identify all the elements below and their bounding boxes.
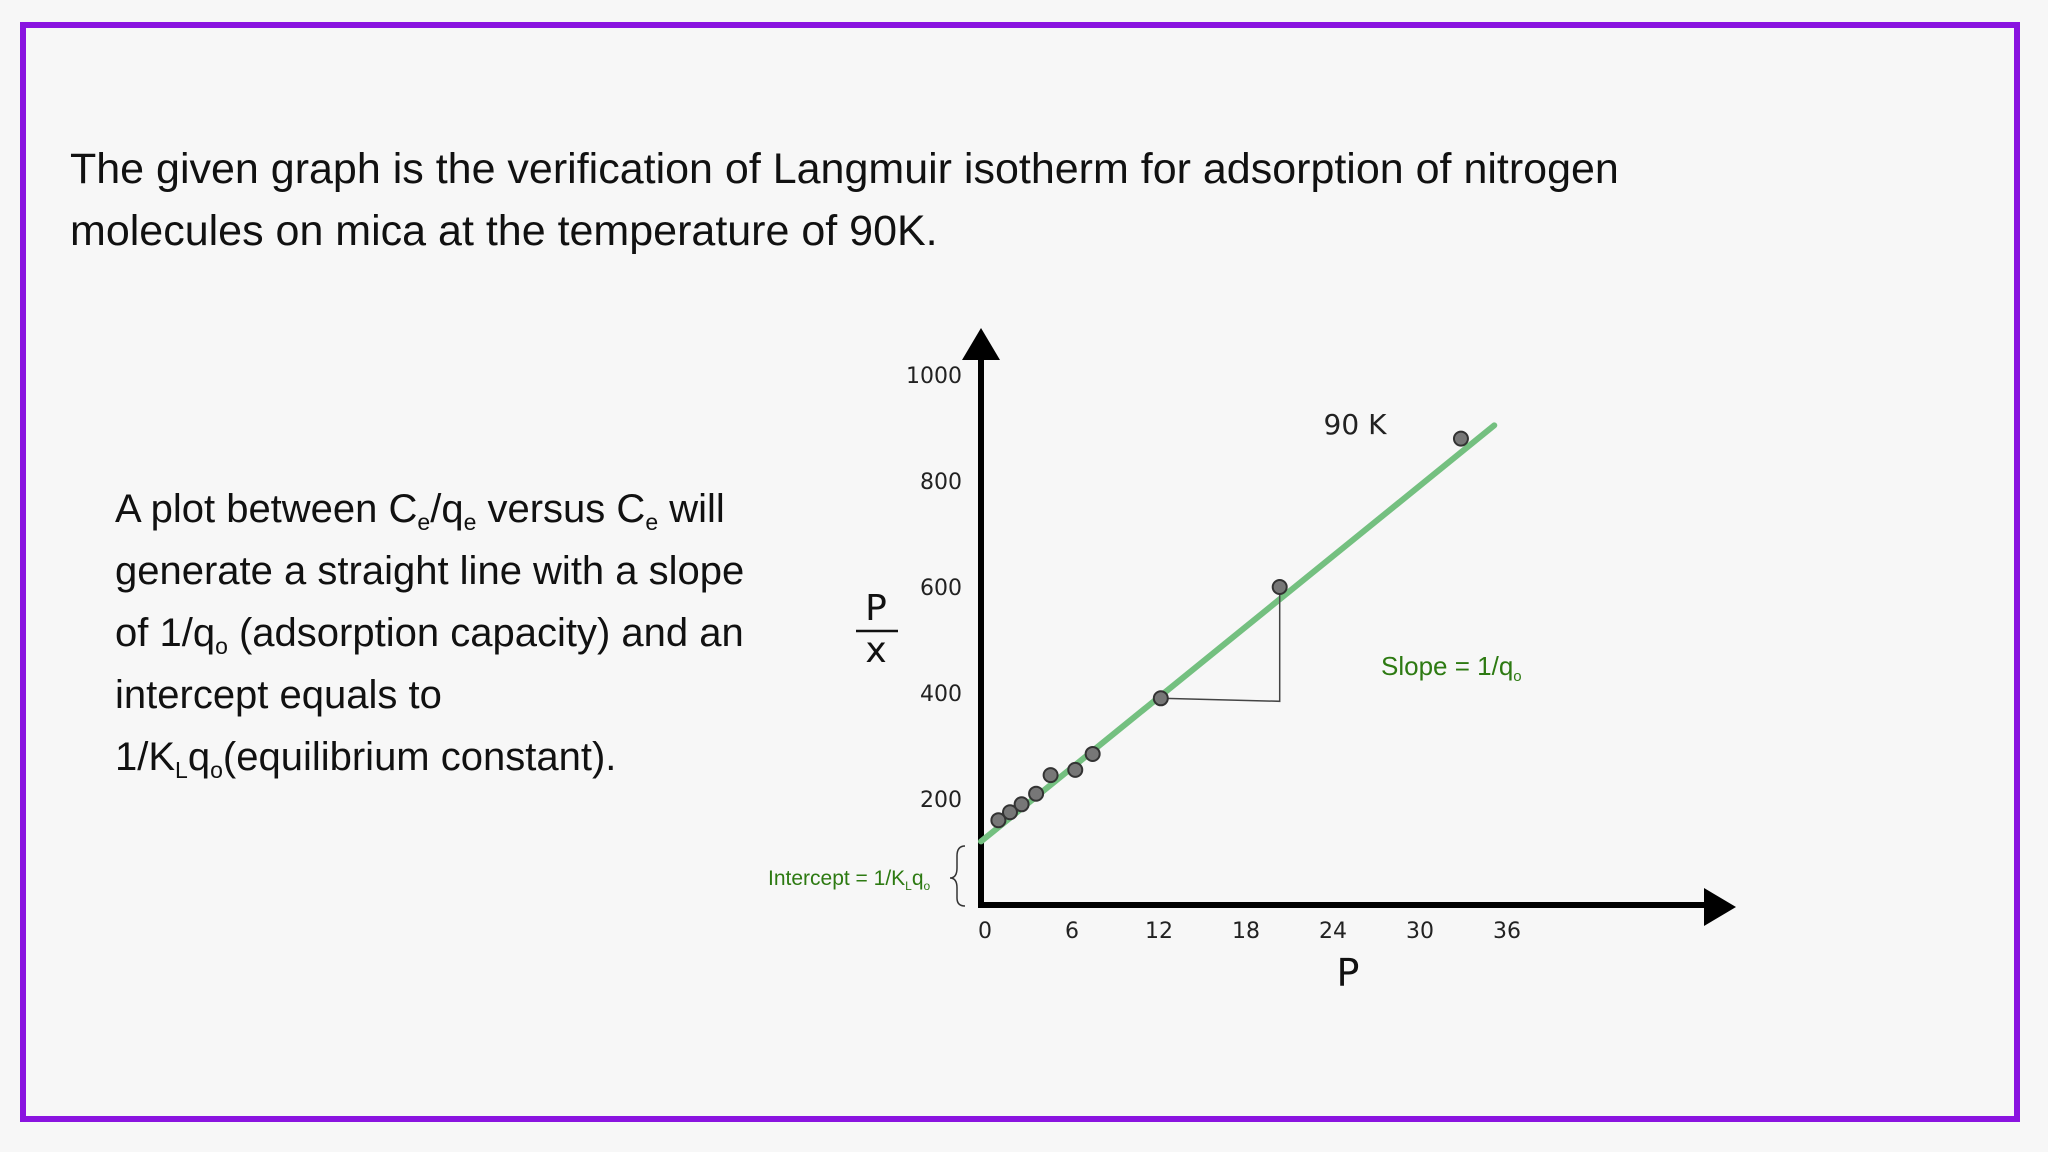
desc-text-part: (equilibrium constant). (222, 735, 617, 779)
x-tick-labels (978, 919, 1521, 944)
heading-line-1: The given graph is the verification of Langmuir isotherm for adsorption of nitrogen (70, 145, 1619, 193)
x-tick-label: 6 (1065, 919, 1079, 944)
data-point (1273, 580, 1287, 594)
desc-subscript: o (215, 633, 228, 659)
x-tick-label: 24 (1319, 919, 1347, 944)
x-tick-label: 0 (978, 919, 992, 944)
desc-subscript: e (463, 509, 477, 535)
slope-annotation: Slope = $1/q_o$ (1381, 651, 1522, 685)
y-axis-label-numerator: P (865, 588, 887, 629)
x-axis-label: P (1336, 951, 1360, 995)
y-tick-label: 800 (920, 470, 962, 495)
y-tick-label: 400 (920, 682, 962, 707)
desc-text-part: q (187, 735, 211, 779)
y-tick-labels (906, 364, 962, 813)
y-axis-arrow (962, 328, 1000, 360)
y-tick-label: 1000 (906, 364, 962, 389)
desc-text-part: (adsorption capacity) and an intercept equals to 1/K (115, 611, 744, 779)
x-tick-label: 36 (1493, 919, 1521, 944)
heading-line-2: molecules on mica at the temperature of 90K. (70, 207, 938, 255)
y-axis-label-denominator: x (865, 630, 887, 671)
x-tick-label: 30 (1406, 919, 1434, 944)
data-point (1015, 797, 1029, 811)
x-tick-label: 18 (1232, 919, 1260, 944)
desc-subscript: e (645, 509, 659, 535)
data-point (1044, 768, 1058, 782)
data-point (1086, 747, 1100, 761)
desc-subscript: e (417, 509, 431, 535)
desc-text-part: /q (430, 487, 464, 531)
intercept-brace (950, 846, 965, 906)
desc-subscript: L (175, 757, 188, 783)
desc-text-part: will generate a straight line with a slope of 1/q (115, 487, 745, 655)
desc-text-part: A plot between C (115, 487, 418, 531)
data-points (991, 432, 1468, 828)
y-tick-label: 200 (920, 788, 962, 813)
data-point (1068, 763, 1082, 777)
desc-subscript: o (210, 757, 223, 783)
data-point (1454, 432, 1468, 446)
data-point (1154, 691, 1168, 705)
data-point (1029, 787, 1043, 801)
x-tick-label: 12 (1145, 919, 1173, 944)
y-tick-label: 600 (920, 576, 962, 601)
desc-text-part: versus C (476, 487, 646, 531)
chart-title: 90 K (1323, 408, 1387, 441)
x-axis-arrow (1704, 888, 1736, 926)
intercept-annotation: Intercept = $1/K_Lq_o$ (768, 867, 931, 893)
fit-line (981, 425, 1494, 841)
